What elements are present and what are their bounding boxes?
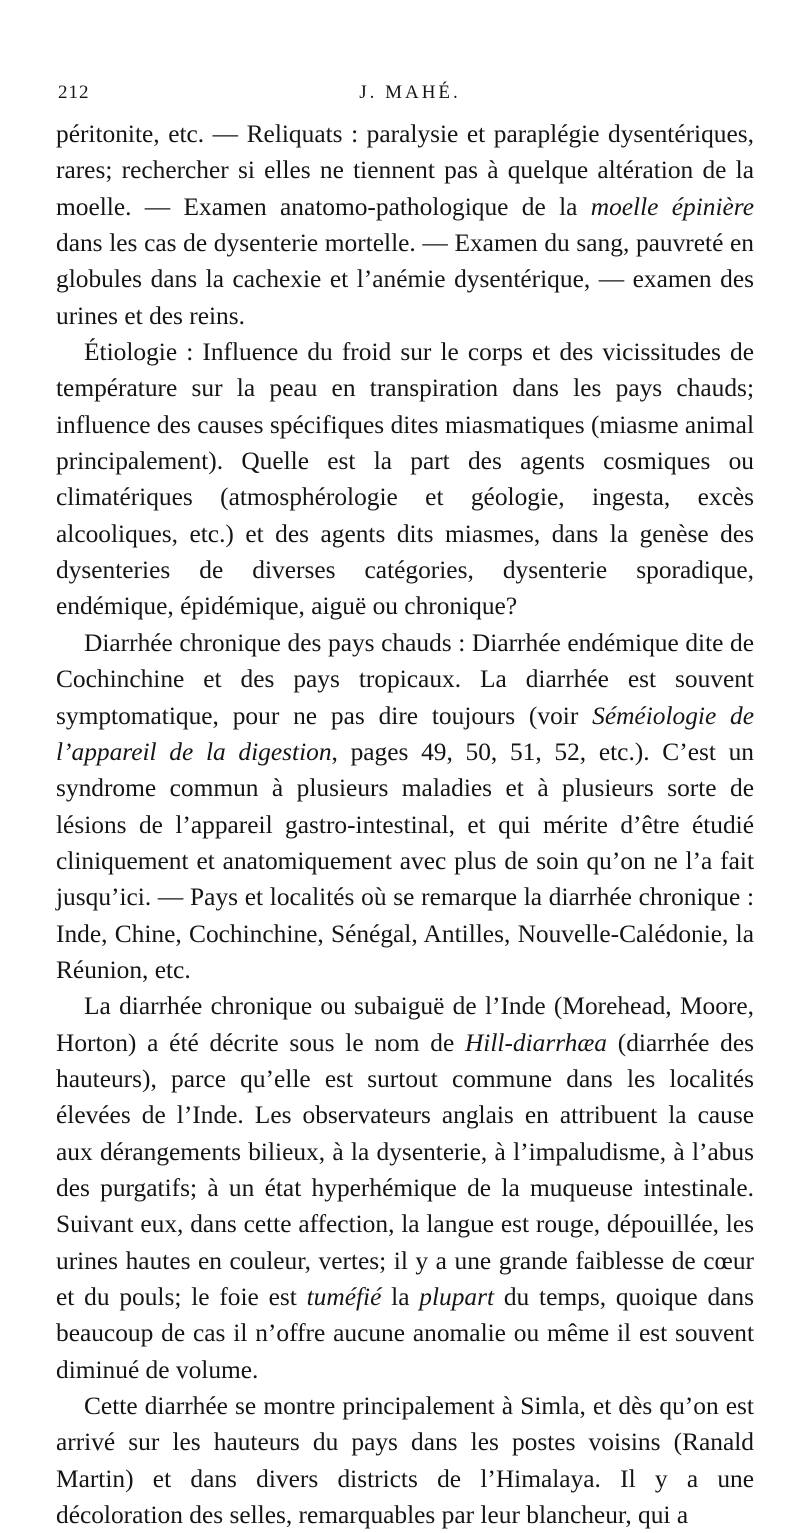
- italic-text: moelle épinière: [590, 192, 754, 221]
- italic-text: plupart: [419, 1283, 495, 1311]
- italic-text: tuméfié: [306, 1283, 382, 1311]
- paragraph: [56, 116, 754, 334]
- paragraph: [56, 334, 754, 625]
- text-run: péritonite, etc. — Reliquats : paralysie et paraplégie dysentériques, rares; rechercher si elles ne tiennent pas à quelque altération de la moelle. — Examen anatomo-pathologique de la: [56, 120, 754, 221]
- page-number: 212: [58, 82, 90, 103]
- paragraph: [56, 988, 754, 1388]
- page-header: [58, 82, 762, 112]
- text-run: La diarrhée chronique ou subaiguë de l’Inde (Morehead, Moore, Horton) a été décrite sous le nom de: [56, 992, 754, 1057]
- running-title: J. MAHÉ.: [359, 82, 461, 103]
- paragraph: [56, 625, 754, 988]
- text-run: Étiologie : Influence du froid sur le corps et des vicissitudes de température sur la peau en transpiration dans les pays chauds; influence des causes spécifiques dites miasmatiques (miasme animal principalement). Quelle est la part des agents cosmiques ou climatériques (atmosphérologie et géologie, ingesta, excès alcooliques, etc.) et des agents dits miasmes, dans la genèse des dysenteries de diverses catégories, dysenterie sporadique, endémique, épidémique, aiguë ou chronique?: [56, 338, 754, 621]
- paragraph: [56, 1388, 754, 1533]
- text-run: la: [381, 1283, 420, 1311]
- italic-text: Séméiologie de l’appareil de la digestion: [56, 701, 755, 766]
- text-run: dans les cas de dysenterie mortelle. — Examen du sang, pauvreté en globules dans la cachexie et l’anémie dysentérique, — examen des urines et des reins.: [56, 229, 754, 330]
- italic-text: Hill-diarrhæa: [464, 1028, 607, 1057]
- text-run: Diarrhée chronique des pays chauds : Diarrhée endémique dite de Cochinchine et des pays tropicaux. La diarrhée est souvent symptomatique, pour ne pas dire toujours (voir: [56, 628, 754, 730]
- text-run: du temps, quoique dans beaucoup de cas il n’offre aucune anomalie ou même il est souvent diminué de volume.: [56, 1283, 754, 1384]
- text-run: , pages 49, 50, 51, 52, etc.). C’est un syndrome commun à plusieurs maladies et à plusieurs sorte de lésions de l’appareil gastro-intestinal, et qui mérite d’être étudié cliniquement et anatomiquement avec plus de soin qu’on ne l’a fait jusqu’ici. — Pays et localités où se remarque la diarrhée chronique : Inde, Chine, Cochinchine, Sénégal, Antilles, Nouvelle-Calédonie, la Réunion, etc.: [56, 737, 754, 984]
- body-text: [56, 116, 754, 1533]
- text-run: Cette diarrhée se montre principalement à Simla, et dès qu’on est arrivé sur les hauteurs du pays dans les postes voisins (Ranald Martin) et dans divers districts de l’Himalaya. Il y a une décoloration des selles, remarquables par leur blancheur, qui a: [56, 1392, 754, 1530]
- text-run: (diarrhée des hauteurs), parce qu’elle est surtout commune dans les localités élevées de l’Inde. Les observateurs anglais en attribuent la cause aux dérangements bilieux, à la dysenterie, à l’impaludisme, à l’abus des purgatifs; à un état hyperhémique de la muqueuse intestinale. Suivant eux, dans cette affection, la langue est rouge, dépouillée, les urines hautes en couleur, vertes; il y a une grande faiblesse de cœur et du pouls; le foie est: [56, 1028, 754, 1311]
